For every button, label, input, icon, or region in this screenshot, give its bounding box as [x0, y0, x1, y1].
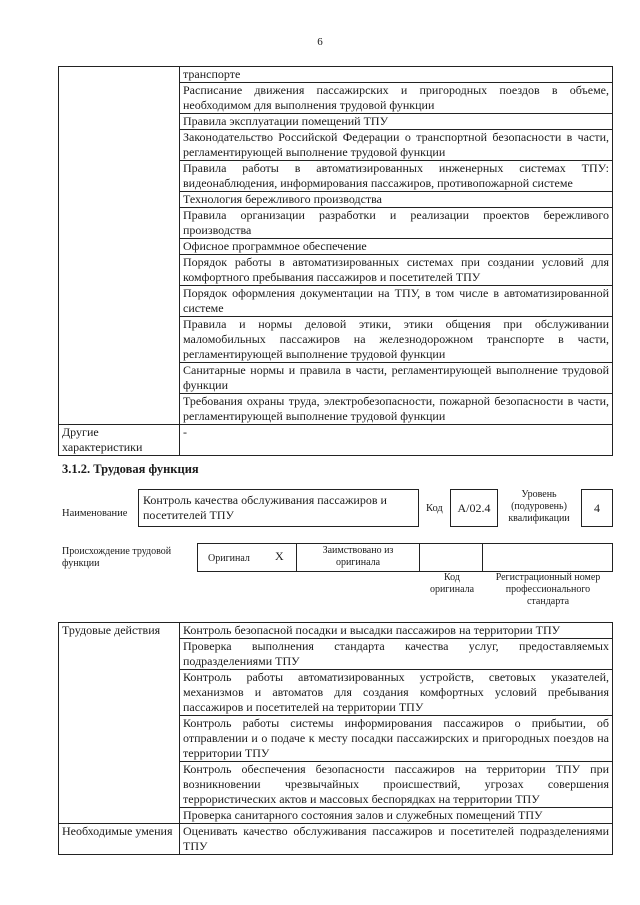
table-cell: Проверка выполнения стандарта качества услуг, предоставляемых подразделениями ТПУ — [180, 639, 613, 670]
table-cell: Правила организации разработки и реализации проектов бережливого производства — [180, 208, 613, 239]
table-cell: Законодательство Российской Федерации о транспортной безопасности в части, регламентирующей выполнение трудовой функции — [180, 130, 613, 161]
borrowed-label: Заимствовано из оригинала — [322, 545, 394, 568]
table-cell: Контроль безопасной посадки и высадки пассажиров на территории ТПУ — [180, 623, 613, 639]
table-cell: транспорте — [180, 67, 613, 83]
table-cell: Расписание движения пассажирских и пригородных поездов в объеме, необходимом для выполнения трудовой функции — [180, 83, 613, 114]
level-value: 4 — [594, 501, 600, 515]
level-box — [581, 489, 613, 527]
table-cell: Технология бережливого производства — [180, 192, 613, 208]
other-characteristics-label: Другие характеристики — [59, 425, 180, 456]
code-label: Код — [426, 503, 443, 514]
code-original-label: Код оригинала — [429, 572, 475, 595]
table-cell: Контроль работы автоматизированных устройств, световых указателей, механизмов и автоматов для создания комфортных условий пребывания пассажиров и посетителей на территории ТПУ — [180, 670, 613, 716]
origin-label: Происхождение трудовой функции — [62, 546, 172, 569]
actions-table — [58, 622, 613, 855]
table-cell: Правила и нормы деловой этики, этики общения при обслуживании маломобильных пассажиров на железнодорожном транспорте в части, регламентирующей выполнение трудовой функции — [180, 317, 613, 363]
code-box — [450, 489, 498, 527]
original-label: Оригинал — [208, 553, 250, 564]
code-original-cell — [419, 543, 483, 572]
actions-label: Трудовые действия — [59, 623, 180, 824]
section-title: 3.1.2. Трудовая функция — [62, 462, 199, 476]
table-cell: Требования охраны труда, электробезопасности, пожарной безопасности в части, регламентирующей выполнение трудовой функции — [180, 394, 613, 425]
table-cell: Проверка санитарного состояния залов и служебных помещений ТПУ — [180, 808, 613, 824]
page-number: 6 — [317, 36, 323, 48]
name-box — [138, 489, 419, 527]
table-cell: Порядок оформления документации на ТПУ, в том числе в автоматизированной системе — [180, 286, 613, 317]
knowledge-table — [58, 66, 613, 456]
reg-number-label: Регистрационный номер профессионального стандарта — [495, 572, 601, 607]
function-name: Контроль качества обслуживания пассажиров и посетителей ТПУ — [143, 493, 387, 522]
table-cell: Порядок работы в автоматизированных системах при создании условий для комфортного пребывания пассажиров и посетителей ТПУ — [180, 255, 613, 286]
table-cell: Правила работы в автоматизированных инженерных системах ТПУ: видеонаблюдения, информирования пассажиров, противопожарной системе — [180, 161, 613, 192]
table-cell: Офисное программное обеспечение — [180, 239, 613, 255]
reg-number-cell — [482, 543, 613, 572]
table-row — [59, 425, 613, 456]
level-label: Уровень (подуровень) квалификации — [508, 489, 570, 524]
name-label: Наименование — [62, 508, 128, 519]
skills-label: Необходимые умения — [59, 824, 180, 855]
table-cell: Контроль работы системы информирования пассажиров о прибытии, об отправлении и о подаче к месту посадки пассажирских и пригородных поездов на территории ТПУ — [180, 716, 613, 762]
table-cell: Правила эксплуатации помещений ТПУ — [180, 114, 613, 130]
table-cell: Санитарные нормы и правила в части, регламентирующей выполнение трудовой функции — [180, 363, 613, 394]
table-row — [59, 824, 613, 855]
table-cell: Оценивать качество обслуживания пассажиров и посетителей подразделениями ТПУ — [180, 824, 613, 855]
original-mark: X — [275, 549, 284, 563]
other-characteristics-value: - — [180, 425, 613, 456]
function-code: A/02.4 — [457, 501, 491, 515]
table-left-cell — [59, 67, 180, 425]
table-cell: Контроль обеспечения безопасности пассажиров на территории ТПУ при возникновении чрезвычайных происшествий, угрозах совершения террористических актов и массовых беспорядках на территории ТПУ — [180, 762, 613, 808]
table-row — [59, 67, 613, 83]
table-row — [59, 623, 613, 639]
